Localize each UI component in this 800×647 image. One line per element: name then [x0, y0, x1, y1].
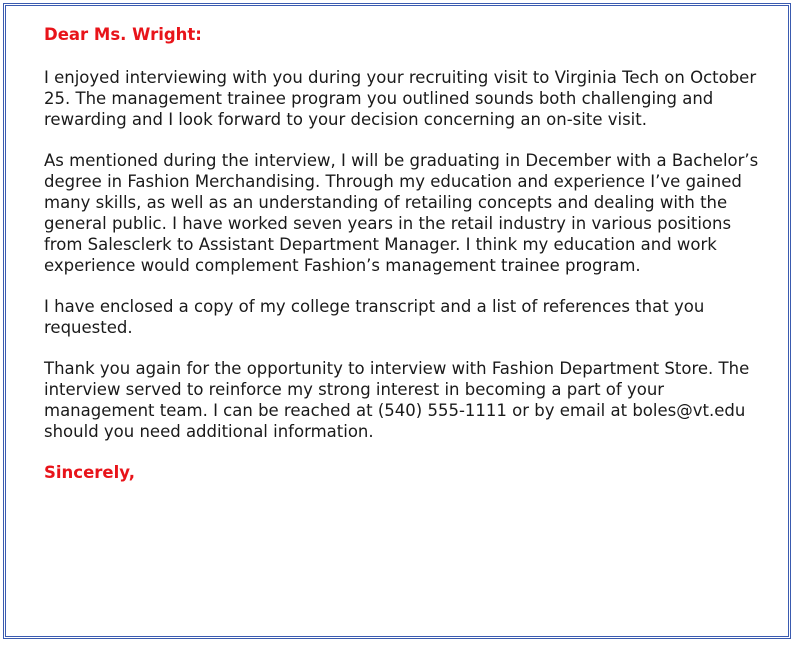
letter-frame: [3, 3, 791, 639]
closing: Sincerely,: [44, 463, 135, 482]
paragraph-qualifications: As mentioned during the interview, I will be graduating in December with a Bachelor’s degree in Fashion Merchandising. Through my education and experience I’ve gained many skills, as well as an understanding of retailing concepts and dealing with the general public. I have worked seven years in the retail industry in various positions from Salesclerk to Assistant Department Manager. I think my education and work experience would complement Fashion’s management trainee program.: [44, 151, 759, 275]
paragraph-enclosures: I have enclosed a copy of my college transcript and a list of references that you requested.: [44, 297, 705, 337]
paragraph-interview-thanks: I enjoyed interviewing with you during your recruiting visit to Virginia Tech on October 25. The management trainee program you outlined sounds both challenging and rewarding and I look forward to your decision concerning an on-site visit.: [44, 68, 757, 129]
paragraph-contact: Thank you again for the opportunity to interview with Fashion Department Store. The interview served to reinforce my strong interest in becoming a part of your management team. I can be reached at (540) 555-1111 or by email at boles@vt.edu should you need additional information.: [44, 359, 750, 441]
letter-body: [44, 24, 764, 505]
salutation: Dear Ms. Wright:: [44, 25, 202, 44]
